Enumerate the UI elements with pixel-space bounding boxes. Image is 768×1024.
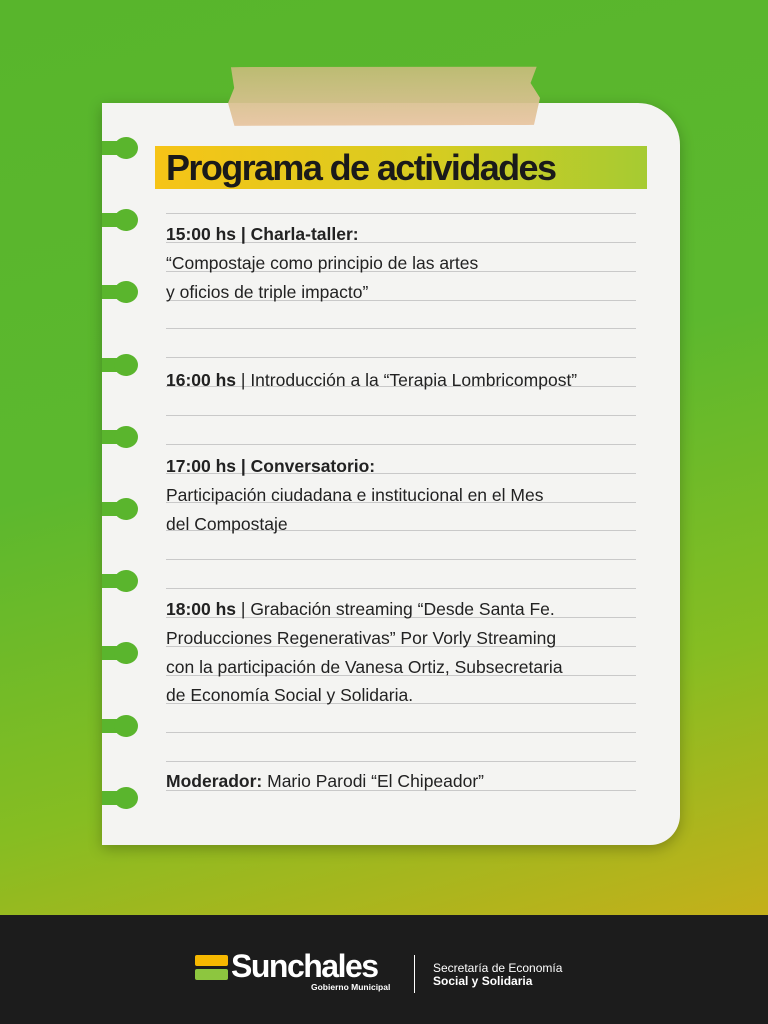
- spiral-hole: [102, 787, 138, 811]
- moderator: Moderador: Mario Parodi “El Chipeador”: [166, 771, 485, 791]
- spiral-hole: [102, 281, 138, 305]
- spiral-hole: [102, 642, 138, 666]
- ruled-line: [166, 357, 636, 358]
- spiral-hole: [102, 498, 138, 522]
- ruled-line: [166, 761, 636, 762]
- ruled-line: [166, 588, 636, 589]
- ruled-line: [166, 559, 636, 560]
- item-18-line: de Economía Social y Solidaria.: [166, 685, 414, 705]
- divider: [414, 955, 415, 993]
- item-15-line: y oficios de triple impacto”: [166, 282, 369, 302]
- dept-line2: Social y Solidaria: [433, 974, 533, 988]
- item-16: 16:00 hs | Introducción a la “Terapia Lombricompost”: [166, 370, 578, 390]
- spiral-hole: [102, 570, 138, 594]
- item-18-line: con la participación de Vanesa Ortiz, Subsecretaria: [166, 657, 563, 677]
- spiral-hole: [102, 137, 138, 161]
- footer: [0, 915, 768, 1024]
- ruled-line: [166, 444, 636, 445]
- item-17-line: del Compostaje: [166, 514, 288, 534]
- logo-bar-green: [195, 969, 228, 980]
- tape: [228, 65, 540, 127]
- ruled-line: [166, 732, 636, 733]
- item-17-line: Participación ciudadana e institucional en el Mes: [166, 485, 544, 505]
- item-15-time: 15:00 hs | Charla-taller:: [166, 224, 359, 244]
- item-15-line: “Compostaje como principio de las artes: [166, 253, 479, 273]
- logo-text: Sunchales: [231, 948, 378, 984]
- item-17-time: 17:00 hs | Conversatorio:: [166, 456, 376, 476]
- spiral-hole: [102, 209, 138, 233]
- ruled-line: [166, 328, 636, 329]
- spiral-hole: [102, 715, 138, 739]
- ruled-line: [166, 213, 636, 214]
- page-title: Programa de actividades: [166, 147, 556, 188]
- dept-line1: Secretaría de Economía: [433, 961, 563, 975]
- ruled-line: [166, 415, 636, 416]
- logo-bar-yellow: [195, 955, 228, 966]
- logo-subtitle: Gobierno Municipal: [311, 982, 391, 992]
- spiral-hole: [102, 426, 138, 450]
- item-18: 18:00 hs | Grabación streaming “Desde Santa Fe.: [166, 599, 555, 619]
- item-18-line: Producciones Regenerativas” Por Vorly Streaming: [166, 628, 557, 648]
- spiral-hole: [102, 354, 138, 378]
